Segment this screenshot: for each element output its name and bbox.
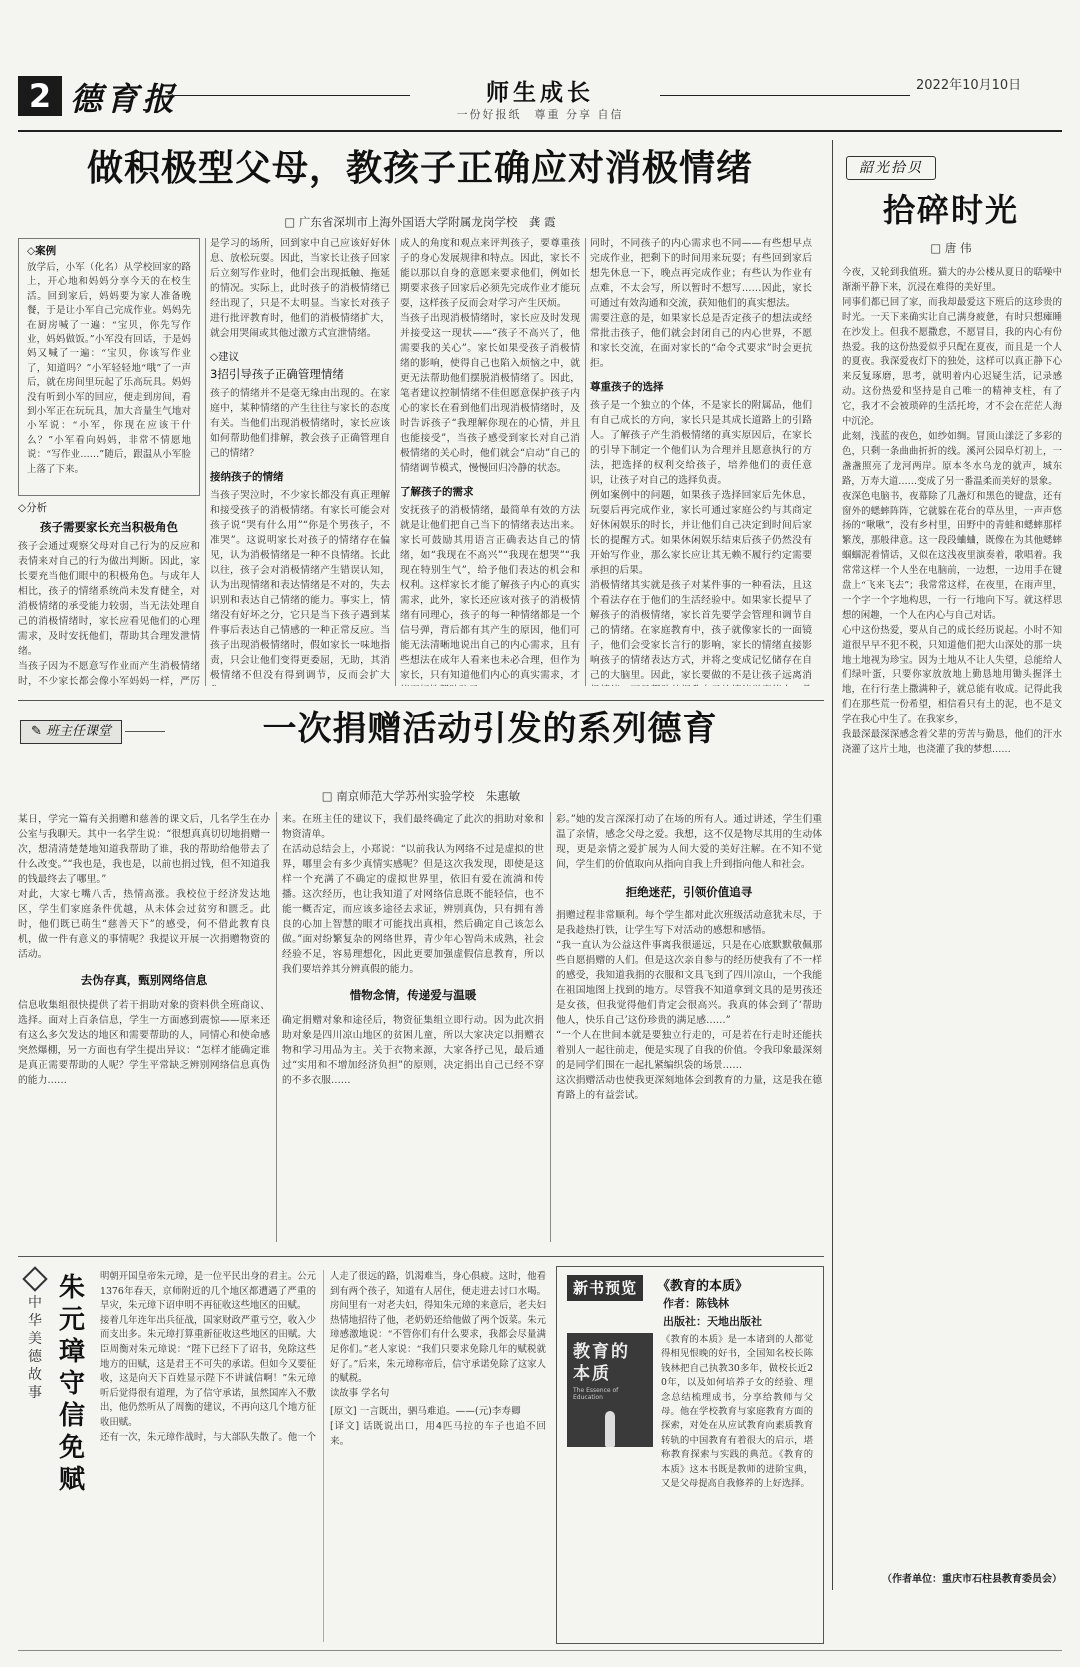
- sidebar-text: 今夜，又轮到我值班。猫大的办公楼从夏日的聒噪中渐渐平静下来，沉浸在难得的美好里。 同事们都已回了家，而我却最爱这下班后的这珍贵的时光。一天下来确实让自己满身疲惫，有时只想瘫睡在沙发上。但我不愿撒怠，不愿冒目，我的内心有份热爱。我的这份热爱似乎只配在夏夜，而且是一个人的夏夜。我深爱夜灯下的独处，这样可以真正静下心来反复琢磨，思考，就明着内心迟疑生活，记录感动。这份热爱和坚持是自己唯一的精神支柱，有了它，我才不会被琐碎的生活托垮，才不会在茫茫人海中沉沦。 此刻，浅蓝的夜色，如纱如绸。冒顶山漾泛了多彩的色，只剩一条曲曲折折的线。溪河公园阜灯初上，一盏盏照亮了龙河两岸。原本冬水乌龙的就声，城东路，万寿大道……变成了另一番温柔而美好的景象。 夜深色电脑书，夜幕除了几盏灯和黑色的键盘，还有窗外的蟋蟀阵阵，它就躲在花台的草丛里，一声声悠扬的“啾啾”，没有乡村里，田野中的青蛙和蟋蟀那样繁茂，那般律意。这一段段蛐蛐，既像在为其他蟋蟀蝈蝈泥着情话，又似在这浅夜里演奏着，歌唱着。我常常这样一个人坐在电脑前，一边想，一边用手在键盘上“飞来飞去”；我常常这样，在夜里，在雨声里，一个字一个字地构思，一行一行地向下写。就这样思想的闲趣，一个人在内心与自己对话。 心中这份热爱，要从自己的成长经历说起。小时不知道很早早不犯不税，只知道他们把大山深处的那一块地土地视为珍宝。因为土地从不让人失望，总能给人们绿叶蛋，只要你家放放地上勤恳地用锄头握泽土地，在行行垄上撒满种子，就总能有收成。记得此我们在那些荒一份希望，相信看只有土的泥，也不是文学在我心中生了。在我家乡， 我最深最深深感念着父辈的劳苦与勤恳，他们的汗水浇灌了这片土地，也浇灌了我的梦想……: [842, 267, 1062, 755]
- case-box: [18, 238, 200, 496]
- second-article-byline: □ 南京师范大学苏州实验学校 朱惠敏: [321, 789, 521, 803]
- story-title: 朱元璋守信免赋: [58, 1273, 85, 1495]
- lead-col2-text-c: 当孩子哭泣时，不少家长都没有真正理解和接受孩子的消极情绪。有家长可能会对孩子说“哭有什么用”“你是个男孩子，不准哭”。这说明家长对孩子的情绪存在偏见，认为消极情绪是一种不良情绪。长此以往，孩子会对消极情绪产生错误认知，认为出现情绪和表达情绪是不对的，失去识别和表达自己情绪的能力。事实上，情绪没有好坏之分，它只是当下孩子遇到某件事后表达自己情感的一种正常反应。当孩子出现消极情绪时，假如家长一味地指责，只会让他们变得更委屈，无助，其消极情绪不但没有得到调节，反而会扩大: [210, 490, 390, 681]
- second-col-1: [18, 812, 270, 1242]
- lead-col2-text-b: 孩子的情绪并不是毫无缘由出现的。在家庭中，某种情绪的产生往往与家长的态度有关。当他们出现消极情绪时，家长应该如何帮助他们排解，教会孩子正确管理自己的情绪？: [210, 388, 390, 459]
- sidebar-title: 拾碎时光: [882, 191, 1019, 229]
- issue-date: 2022年10月10日: [916, 78, 1022, 93]
- lead-col-3: [400, 236, 580, 686]
- sidebar-author-unit: （作者单位：重庆市石柱县教育委员会）: [882, 1574, 1062, 1585]
- lead-col1-text: 孩子会通过观察父母对自己行为的反应和表情来对自己的行为做出判断。因此，家长要充当他们眼中的积极角色。与成年人相比，孩子的情绪系统尚未发育健全，对消极情绪的承受能力较弱，当无法处理自己的消极情绪时，家长应看见他们的心理需求，及时安抚他们，帮助其合理发泄情绪。 当孩子因为不愿意写作业而产生消极情绪时，不少家长都会像小军妈妈一样，严厉: [18, 541, 200, 686]
- lead-col-2: [210, 236, 390, 686]
- second-col3-text-b: 捐赠过程非常顺利。每个学生都对此次班级活动意犹未尽，于是我趁热打铁，让学生写下对活动的感想和感悟。 “我一直认为公益这件事离我很遥远，只是在心底默默敬佩那些自愿捐赠的人们。但是这次亲自参与的经历使我有了不一样的感受，我知道我捐的衣服和文具飞到了四川凉山，一个我能在祖国地图上找到的地方。尽管我不知道拿到文具的是男孩还是女孩，但我觉得他们肯定会很高兴。我真的体会到了‘帮助他人，快乐自己’这份珍贵的满足感……” “一个人在世间本就是要独立行走的，可是若在行走时还能扶着别人一起往前走，便是实现了自我的价值。令我印象最深刻的是同学们围在一起扎紧编织袋的场景…… 这次捐赠活动也使我更深刻地体会到教育的力量，这是我在德育路上的有益尝试。: [556, 910, 822, 1101]
- advice-label: ◇建议: [210, 351, 240, 363]
- story-text: 明朝开国皇帝朱元璋，是一位平民出身的君主。公元1376年春天，京师附近的几个地区都遭遇了严重的旱灾，朱元璋下诏申明不再征收这些地区的田赋。 接着几年连年出兵征战，国家财政严重亏空，收入少而支出多。朱元璋打算重新征收这些地区的田赋。大臣周衡对朱元璋说：“陛下已经下了诏书，免除这些地方的田赋，这是君王不可失的承诺。但如今又要征收，这是向天下百姓显示陛下不讲诚信啊！”朱元璋听后觉得很有道理，为了信守承诺，虽然国库入不敷出，他仍然听从了周衡的建议，不再向这几个地方征收田赋。 还有一次，朱元璋作战时，与大部队失散了。他一个人走了很远的路，饥渴难当，身心俱疲。这时，他看到有两个孩子，知道有人居住，便走进去讨口水喝。房间里有一对老夫妇，得知朱元璋的来意后，老夫妇热情地招待了他，老奶奶还给他做了两个饭菜。朱元璋感激地说：“不管你们有什么要求，我都会尽量满足你们。”老人家说：“我们只要求免除几年的赋税就好了。”后来，朱元璋称帝后，信守承诺免除了这家人的赋税。 读故事 学名句: [100, 1271, 546, 1443]
- tip1-title: 接纳孩子的情绪: [210, 471, 284, 483]
- book-publisher: 出版社：天地出版社: [663, 1315, 762, 1328]
- page-number-box: [18, 76, 62, 116]
- lead-col3-text-b: 安抚孩子的消极情绪，最简单有效的方法就是让他们把自己当下的情绪表达出来。家长可鼓励其用语言正确表达自己的情绪，如“我现在不高兴”“我现在想哭”“我现在特别生气”，给予他们表达的机会和权利。这样家长才能了解孩子内心的真实需求，此外，家长还应该对孩子的消极情绪有同理心，孩子的每一种情绪都是一个信号弹，背后都有其产生的原因，他们可能无法清晰地说出自己的内心需求，且有些想法在成年人看来也未必合理，但作为家长，只有知道他们内心的真实需求，才: [400, 505, 580, 681]
- story-vertical-label: 中华美德故事: [24, 1270, 46, 1402]
- page-number: 2: [28, 77, 52, 115]
- sidebar-byline: □ 唐 伟: [930, 241, 972, 255]
- book-text: 《教育的本质》是一本诸到的人都觉得相见恨晚的好书，全国知名校长陈钱林把自己执教30多年，做校长近20年，以及如何培养子女的经验、理念总结梳理成书，分享给教师与父母。他在学校教育与家庭教育方面的探索，对处在从应试教育向素质教育转轨的中国教育有着很大的启示，堪称教育探索与实践的典范。《教育的本质》这本书既是教师的进阶宝典，又是父母提高自我修养的上好选择。: [661, 1334, 813, 1490]
- book-cover-title: 教育的本质: [573, 1342, 630, 1384]
- lead-col-1: [18, 500, 200, 686]
- pencil-icon: ✎: [30, 724, 42, 739]
- book-cover-subtitle: The Essence of Education: [573, 1387, 619, 1401]
- second-column-label: ✎ 班主任课堂: [20, 720, 122, 744]
- book-author: 作者：陈钱林: [663, 1297, 729, 1310]
- tip2-title: 了解孩子的需求: [400, 486, 474, 498]
- second-sub3-title: 拒绝迷茫，引领价值追寻: [625, 885, 753, 899]
- section-title: 师生成长: [486, 80, 594, 106]
- lead-article-byline: □ 广东省深圳市上海外国语大学附属龙岗学校 龚 霞: [284, 215, 556, 229]
- story-quote: [原文] 一言既出，驷马难追。——(元)李寿卿: [330, 1406, 521, 1418]
- second-col-2: [282, 812, 544, 1242]
- second-col1-text-b: 信息收集组很快提供了若干捐助对象的资料供全班商议、选择。面对上百条信息，学生一方面感到震惊——原来还有这么多欠发达的地区和需要帮助的人，同情心和使命感突然爆棚，另一方面也有学生提出异议：“怎样才能确定谁是真正需要帮助的人呢？学生平常缺乏辨别网络信息真伪的能力……: [18, 1000, 270, 1086]
- paper-name-logo: 德育报: [70, 80, 179, 118]
- case-label: ◇案例: [27, 245, 57, 257]
- second-article-title: 一次捐赠活动引发的系列德育: [262, 709, 718, 749]
- book-preview-label: 新书预览: [567, 1275, 643, 1301]
- second-col2-text-b: 确定捐赠对象和途径后，物资征集组立即行动。因为此次捐助对象是四川凉山地区的贫困儿童，所以大家决定以捐赠衣物和学习用品为主。关于衣物来源，大家各抒己见，最后通过“实用和不增加经济负担”的原则，决定捐出自己已经不穿的不多衣服……: [282, 1015, 544, 1086]
- second-sub1-title: 去伪存真，甄别网络信息: [80, 973, 208, 987]
- lead-col4-text: 同时，不同孩子的内心需求也不同——有些想早点完成作业，把剩下的时间用来玩耍；有些回到家后想先休息一下，晚点再完成作业；有些认为作业有点难，不太会写，所以暂时不想写……因此，家长可通过有效沟通和交流，获知他们的真实想法。 需要注意的是，如果家长总是否定孩子的想法或经常批击孩子，他们就会封闭自己的内心世界，不愿和家长交流，在面对家长的“命令式要求”时会更抗拒。: [590, 238, 812, 369]
- book-title: 《教育的本质》: [657, 1279, 749, 1294]
- advice-title: 3招引导孩子正确管理情绪: [210, 367, 344, 381]
- second-col-3: [556, 812, 822, 1242]
- analysis-label: ◇分析: [18, 502, 48, 514]
- story-translation: [译文] 话既说出口，用4匹马拉的车子也追不回来。: [330, 1420, 546, 1447]
- story-body: [100, 1270, 546, 1642]
- second-col3-text: 彩。”她的发言深深打动了在场的所有人。通过讲述，学生们重温了亲情，感念父母之爱。我想，这不仅是物尽其用的生动体现，更是亲情之爱扩展为人间大爱的美好注解。在不知不觉间，学生们的价值取向从指向自我上升到指向他人和社会。: [556, 814, 822, 870]
- lead-article-title: 做积极型父母，教孩子正确应对消极情绪: [86, 148, 753, 189]
- second-sub2-title: 惜物念情，传递爱与温暖: [349, 988, 477, 1002]
- case-text: 放学后，小军（化名）从学校回家的路上，开心地和妈妈分享今天的在校生活。回到家后，妈妈要为家人准备晚餐，于是让小军自己完成作业。妈妈先在厨房喊了一遍：“宝贝，你先写作业，妈妈做饭。”小军没有回话，于是妈妈又喊了一遍：“宝贝，你该写作业了，知道吗？”小军轻轻地“哦”了一声后，就在房间里玩起了乐高玩具。妈妈没有听到小军的回应，便走到房间，看到小军正在玩玩具，加大音量生气地对小军说：“小军，你现在应该干什么？”小军看向妈妈，非常不情愿地说：“写作业……”随后，跟温从小军脸上落了下来。: [27, 262, 191, 475]
- book-cover: [567, 1333, 653, 1447]
- tip3-title: 尊重孩子的选择: [590, 381, 664, 393]
- lead-col3-text: 成人的角度和观点来评判孩子，要尊重孩子的身心发展规律和特点。因此，家长不能以那以自身的意愿来要求他们，例如长期要求孩子回家后必须先完成作业才能玩耍，这样孩子反而会对学习产生厌烦。 当孩子出现消极情绪时，家长应及时发现并接受这一现状——“孩子不高兴了，他需要我的关心”。家长如果受孩子消极情绪的影响，使得自己也陷入烦恼之中，就更无法帮助他们摆脱消极情绪了。因此，笔者建议控制情绪不佳但愿意保护孩子内心的家长在看到他们出现消极情绪时，及时告诉孩子“我理解你现在的心情，并且也能接受”，当孩子感受到家长对自己消极情绪的关心时，他们就会“启动”自己的情绪调节模式，慢慢回归冷静的状态。: [400, 238, 580, 474]
- section-slogan: 一份好报纸 尊重 分享 自信: [456, 108, 624, 121]
- second-col2-text: 来。在班主任的建议下，我们最终确定了此次的捐助对象和物资清单。 在活动总结会上，小郑说：“以前我认为网络不过是虚拟的世界，哪里会有多少真情实感呢？但是这次我发现，即使是这样一个充满了不确定的虚拟世界里，依旧有爱在流淌和传播。这次经历，也让我知道了对网络信息既不能轻信，也不能一概否定，而应该多途径去求证，辨别真伪，只有拥有善良的心加上智慧的眼才可能找出真相，然后确定自己该怎么做。”面对纷繁复杂的网络世界，青少年心智尚未成熟，社会经验不足，容易理想化，因此更要加强虚假信息教育，所以我们要培养其分辨真假的能力。: [282, 814, 544, 975]
- diamond-icon: [22, 1266, 47, 1291]
- second-col1-text: 某日，学完一篇有关捐赠和慈善的课文后，几名学生在办公室与我聊天。其中一名学生说：“很想真真切切地捐赠一次，想清清楚楚地知道我帮助了谁，我的帮助给他带去了什么改变。”“我也是，我也是，以前也捐过钱，但不知道我的钱最终去了哪里。” 对此，大家七嘴八舌，热情高涨。我校位于经济发达地区，学生们家庭条件优越，从未体会过贫穷和匮乏。此时，他们既已萌生“慈善天下”的感受，何不借此教育良机，做一件有意义的事情呢？我提议开展一次捐赠物资的活动。: [18, 814, 270, 960]
- book-preview-box: [556, 1266, 824, 1644]
- sidebar-column-label: 韶光拾贝: [846, 156, 936, 180]
- lead-col4-text-b: 孩子是一个独立的个体，不是家长的附属品，他们有自己成长的方向，家长只是其成长道路上的引路人。了解孩子产生消极情绪的真实原因后，在家长的引导下制定一个他们认为合理并且愿意执行的方法，把选择的权利交给孩子，培养他们的责任意识，让孩子对自己的选择负责。 例如案例中的问题，如果孩子选择回家后先休息，玩耍后再完成作业，家长可通过家庭公约与其商定好休闲娱乐的时长，并让他们自己决定到时间后家长的提醒方式。如果休闲娱乐结束后孩子仍然没有开始写作业，那么家长应让其无赖不履行约定需要承担的后果。 消极情绪其实就是孩子对某件事的一种看法，且这个看法存在于他们的生活经验中。如果家长提早了解孩子的消极情绪，家长首先要学会管理和调节自己的情绪。在家庭教育中，孩子就像家长的一面镜子，他们会受家长言行的影响，家长的情绪直接影响孩子的情绪表达方式，并将之变成记忆储存在自己的大脑里。因此，家长要做的不是让孩子远离消: [590, 400, 812, 681]
- lead-col2-text: 是学习的场所，回到家中自己应该好好休息、放松玩耍。因此，当家长让孩子回家后立刻写作业时，他们会出现抵触、拖延的情况。实际上，此时孩子的消极情绪已经出现了，只是不太明显。当家长对孩子进行批评教育时，他们的消极情绪扩大，就会用哭闹或其他过激方式宣泄情绪。: [210, 238, 390, 339]
- lead-col-4: [590, 236, 812, 686]
- analysis-title: 孩子需要家长充当积极角色: [40, 520, 178, 534]
- rocket-illustration-icon: [605, 1411, 615, 1447]
